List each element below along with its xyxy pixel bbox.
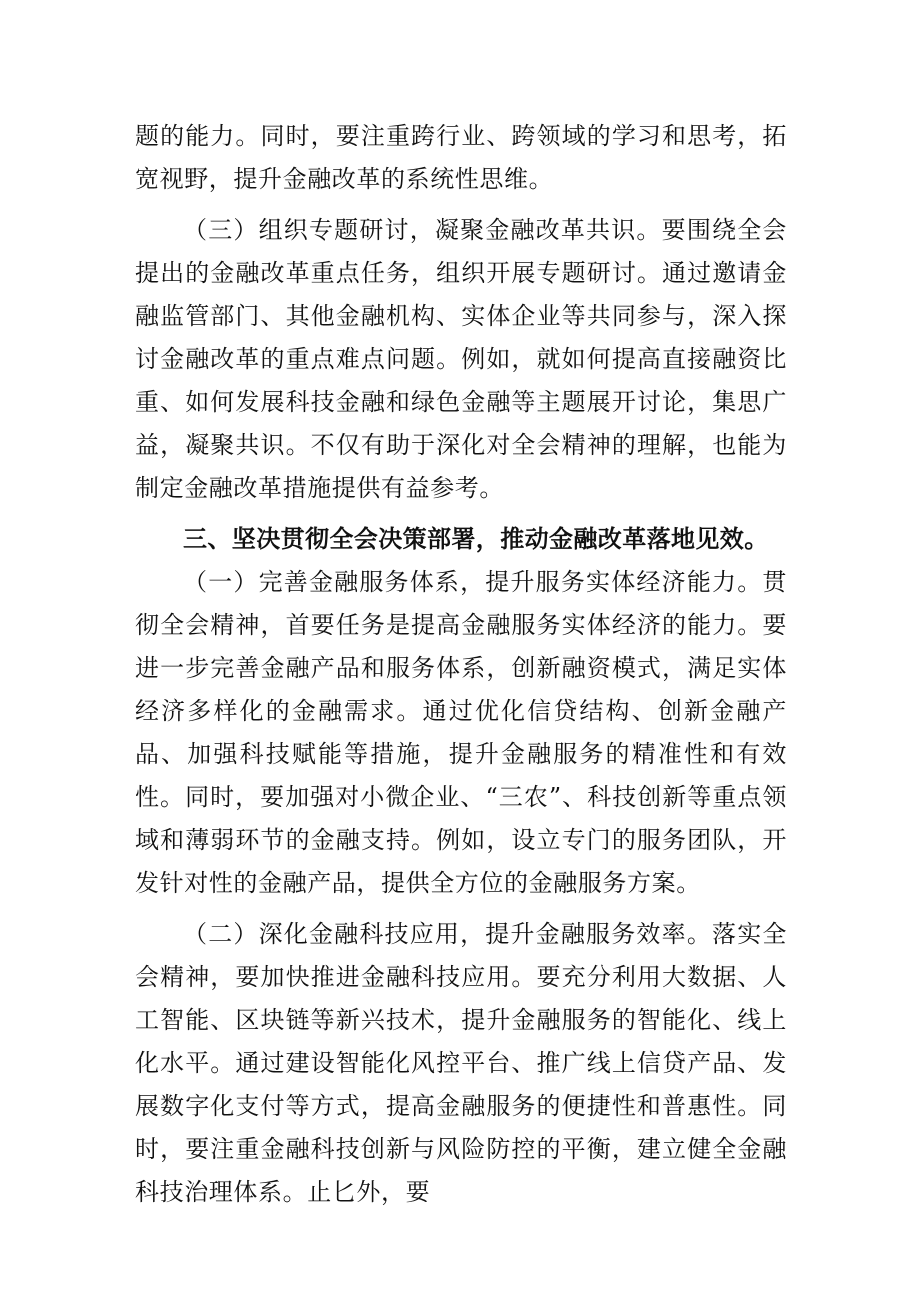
document-body [135,115,787,1214]
paragraph-continuation: 题的能力。同时，要注重跨行业、跨领域的学习和思考，拓宽视野，提升金融改革的系统性思维。 [135,122,787,193]
paragraph-fintech-application: （二）深化金融科技应用，提升金融服务效率。落实全会精神，要加快推进金融科技应用。要充分利用大数据、人工智能、区块链等新兴技术，提升金融服务的智能化、线上化水平。通过建设智能化风控平台、推广线上信贷产品、发展数字化支付等方式，提高金融服务的便捷性和普惠性。同时，要注重金融科技创新与风险防控的平衡，建立健全金融科技治理体系。止匕外，要 [135,920,787,1206]
section-heading: 三、坚决贯彻全会决策部署，推动金融改革落地见效。 [183,525,769,553]
paragraph-seminar: （三）组织专题研讨，凝聚金融改革共识。要围绕全会提出的金融改革重点任务，组织开展专题研讨。通过邀请金融监管部门、其他金融机构、实体企业等共同参与，深入探讨金融改革的重点难点问题。例如，就如何提高直接融资比重、如何发展科技金融和绿色金融等主题展开讨论，集思广益，凝聚共识。不仅有助于深化对全会精神的理解，也能为制定金融改革措施提供有益参考。 [135,216,787,502]
paragraph-financial-service-system: （一）完善金融服务体系，提升服务实体经济能力。贯彻全会精神，首要任务是提高金融服务实体经济的能力。要进一步完善金融产品和服务体系，创新融资模式，满足实体经济多样化的金融需求。通过优化信贷结构、创新金融产品、加强科技赋能等措施，提升金融服务的精准性和有效性。同时，要加强对小微企业、“三农”、科技创新等重点领域和薄弱环节的金融支持。例如，设立专门的服务团队，开发针对性的金融产品，提供全方位的金融服务方案。 [135,568,787,897]
